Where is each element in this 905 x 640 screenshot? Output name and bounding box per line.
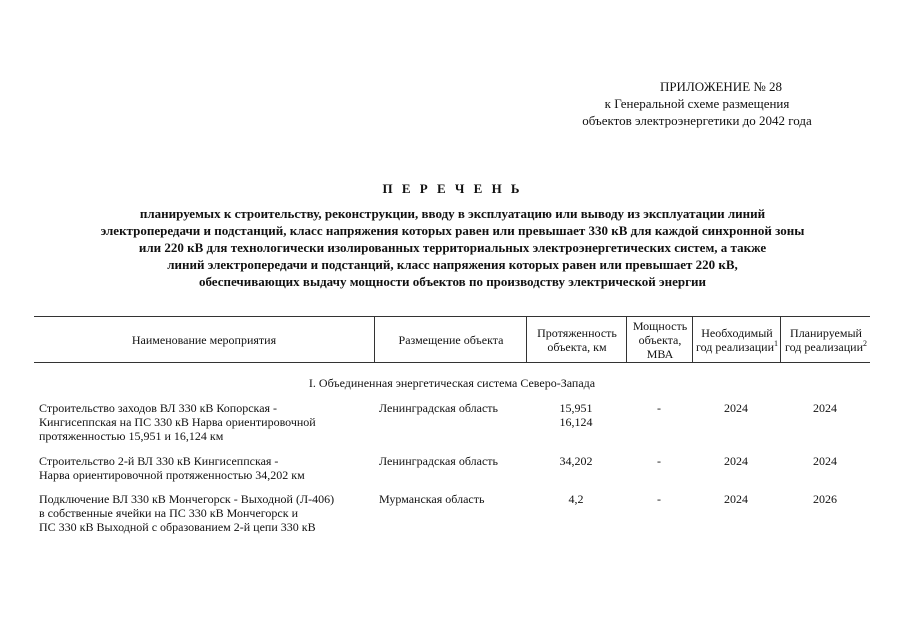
row-length-value: 16,124 (559, 415, 593, 429)
row-power: - (657, 454, 661, 468)
header-required-year (692, 317, 781, 362)
row-name-line: Строительство 2-й ВЛ 330 кВ Кингисеппская - (39, 454, 279, 468)
row-place: Мурманская область (379, 492, 485, 506)
header-name: Наименование мероприятия (131, 332, 277, 347)
row-name-line: Кингисеппская на ПС 330 кВ Нарва ориентировочной (39, 415, 316, 429)
subtitle-line: или 220 кВ для технологически изолированных территориальных электроэнергетических систем, а также (138, 240, 767, 255)
header-required-year-text: Необходимый год реализации (695, 325, 775, 354)
row-name (39, 492, 349, 534)
document-subtitle (40, 205, 865, 290)
appendix-number: ПРИЛОЖЕНИЕ № 28 (659, 79, 783, 94)
row-name-line: Строительство заходов ВЛ 330 кВ Копорская - (39, 401, 278, 415)
row-name-line: Подключение ВЛ 330 кВ Мончегорск - Выходной (Л-406) (39, 492, 335, 506)
row-required-year: 2024 (724, 454, 748, 468)
row-power: - (657, 492, 661, 506)
row-name (39, 401, 349, 443)
row-length (526, 401, 626, 429)
subtitle-line: электропередачи и подстанций, класс напряжения которых равен или превышает 330 кВ для каждой синхронной зоны (100, 223, 805, 238)
row-required-year: 2024 (724, 492, 748, 506)
row-name-line: Нарва ориентировочной протяженностью 34,202 км (39, 468, 305, 482)
row-name-line: ПС 330 кВ Выходной с образованием 2-й цепи 330 кВ (39, 520, 316, 534)
row-length (526, 454, 626, 468)
row-name-line: протяженностью 15,951 и 16,124 км (39, 429, 224, 443)
section-title: I. Объединенная энергетическая система Северо-Запада (308, 376, 596, 390)
row-length-value: 34,202 (559, 454, 593, 468)
footnote-mark-1: 1 (774, 338, 779, 348)
subtitle-line: планируемых к строительству, реконструкции, вводу в эксплуатацию или выводу из эксплуатации линий (139, 206, 766, 221)
header-length: Протяженность объекта, км (526, 317, 627, 362)
subtitle-line: обеспечивающих выдачу мощности объектов по производству электрической энергии (198, 274, 707, 289)
row-length (526, 492, 626, 506)
row-planned-year: 2024 (813, 401, 837, 415)
appendix-line-3: объектов электроэнергетики до 2042 года (582, 113, 812, 128)
row-length-value: 4,2 (568, 492, 584, 506)
row-place: Ленинградская область (379, 454, 498, 468)
footnote-mark-2: 2 (863, 338, 868, 348)
header-planned-year-text: Планируемый год реализации (784, 325, 864, 354)
projects-table (34, 316, 870, 534)
row-planned-year: 2026 (813, 492, 837, 506)
row-required-year: 2024 (724, 401, 748, 415)
subtitle-line: линий электропередачи и подстанций, класс напряжения которых равен или превышает 220 кВ, (167, 257, 738, 272)
header-planned-year (780, 317, 871, 362)
row-place: Ленинградская область (379, 401, 498, 415)
row-length-value: 15,951 (559, 401, 593, 415)
row-power: - (657, 401, 661, 415)
appendix-line-2: к Генеральной схеме размещения (604, 96, 790, 111)
header-power: Мощность объекта, МВА (626, 317, 693, 362)
document-heading: П Е Р Е Ч Е Н Ь (382, 181, 523, 196)
appendix-block (547, 78, 847, 129)
row-name (39, 454, 349, 482)
row-name-line: в собственные ячейки на ПС 330 кВ Мончегорск и (39, 506, 298, 520)
header-place: Размещение объекта (374, 317, 527, 362)
row-planned-year: 2024 (813, 454, 837, 468)
table-header (34, 316, 870, 363)
